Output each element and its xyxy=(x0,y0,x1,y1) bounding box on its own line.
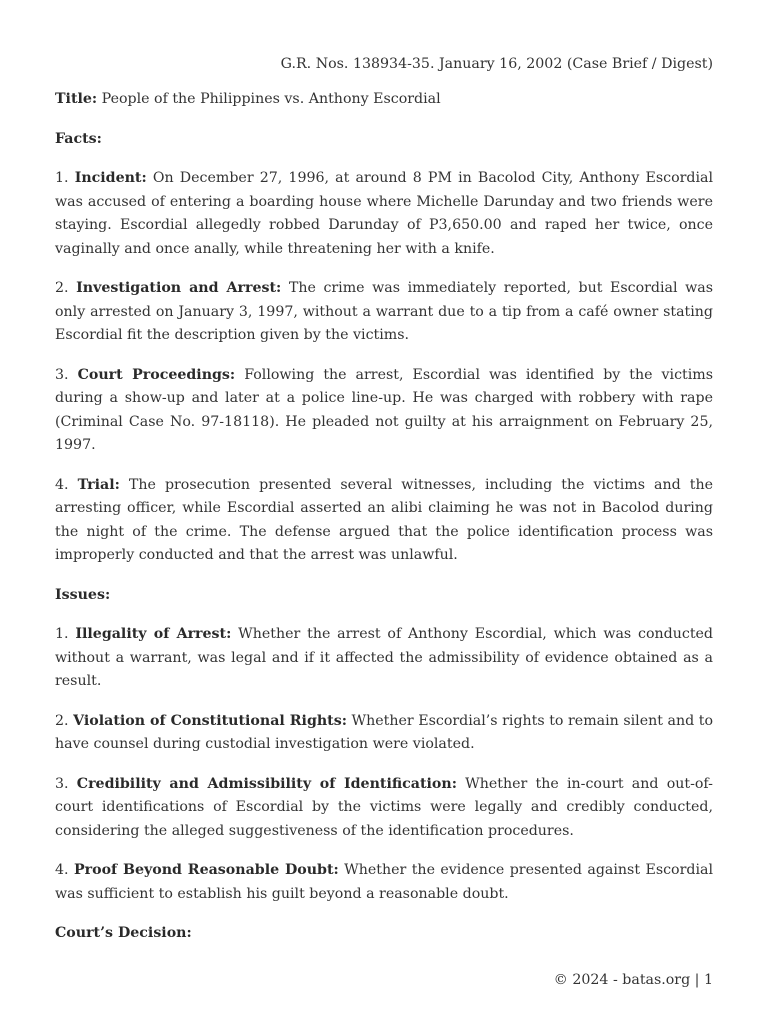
issue-item xyxy=(55,859,713,906)
issues-heading-paragraph xyxy=(55,584,713,608)
case-title: People of the Philippines vs. Anthony Escordial xyxy=(101,91,441,107)
fact-number: 1. xyxy=(55,170,69,186)
fact-number: 3. xyxy=(55,366,69,383)
fact-text: The prosecution presented several witnesses, including the victims and the arresting officer, while Escordial asserted an alibi claiming he was not in Bacolod during the night of the crime. The defense argued that the police identification process was improperly conducted and that the arrest was unlawful. xyxy=(55,476,713,563)
issue-label: Credibility and Admissibility of Identification: xyxy=(76,775,457,792)
fact-text: Following the arrest, Escordial was identified by the victims during a show-up and later at a police line-up. He was charged with robbery with rape (Criminal Case No. 97-18118). He pleaded not guilty at his arraignment on February 25, 1997. xyxy=(55,366,714,453)
document-page xyxy=(55,0,713,1024)
issue-item xyxy=(55,623,713,694)
fact-item xyxy=(55,167,713,261)
issue-label: Illegality of Arrest: xyxy=(75,626,232,642)
issue-label: Violation of Constitutional Rights: xyxy=(73,712,347,729)
issue-text: Whether Escordial’s rights to remain silent and to have counsel during custodial investigation were violated. xyxy=(55,712,714,752)
decision-heading: Court’s Decision: xyxy=(55,925,192,941)
fact-label: Court Proceedings: xyxy=(77,366,236,383)
facts-heading: Facts: xyxy=(55,130,102,147)
issue-text: Whether the arrest of Anthony Escordial, which was conducted without a warrant, was legal and if it affected the admissibility of evidence obtained as a result. xyxy=(55,626,714,689)
title-paragraph xyxy=(55,88,713,112)
fact-text: On December 27, 1996, at around 8 PM in Bacolod City, Anthony Escordial was accused of entering a boarding house where Michelle Darunday and two friends were staying. Escordial allegedly robbed Darunday of P3,650.00 and raped her twice, once vaginally and once anally, while threatening her with a knife. xyxy=(55,170,714,257)
issue-number: 3. xyxy=(55,775,69,792)
fact-label: Incident: xyxy=(74,170,147,186)
issue-item xyxy=(55,773,713,844)
issue-item xyxy=(55,710,713,757)
document-body xyxy=(55,88,713,946)
fact-item xyxy=(55,474,713,568)
issue-number: 1. xyxy=(55,626,69,642)
issue-text: Whether the evidence presented against Escordial was sufficient to establish his guilt beyond a reasonable doubt. xyxy=(55,862,713,902)
issue-label: Proof Beyond Reasonable Doubt: xyxy=(73,862,339,878)
decision-heading-paragraph xyxy=(55,922,713,946)
fact-item xyxy=(55,277,713,348)
issue-number: 2. xyxy=(55,712,69,729)
fact-text: The crime was immediately reported, but Escordial was only arrested on January 3, 1997, without a warrant due to a tip from a café owner stating Escordial fit the description given by the victims. xyxy=(55,280,714,343)
fact-item xyxy=(55,364,713,458)
facts-heading-paragraph xyxy=(55,128,713,152)
title-label: Title: xyxy=(55,91,98,107)
fact-label: Trial: xyxy=(77,476,120,493)
fact-number: 2. xyxy=(55,280,69,296)
issue-number: 4. xyxy=(55,862,69,878)
case-citation: G.R. Nos. 138934-35. January 16, 2002 (Case Brief / Digest) xyxy=(280,56,713,72)
fact-number: 4. xyxy=(55,476,69,493)
issues-heading: Issues: xyxy=(55,586,111,603)
fact-label: Investigation and Arrest: xyxy=(76,280,282,296)
issue-text: Whether the in-court and out-of-court identifications of Escordial by the victims were legally and credibly conducted, considering the alleged suggestiveness of the identification procedures. xyxy=(55,775,713,839)
page-footer: © 2024 - batas.org | 1 xyxy=(553,972,713,988)
